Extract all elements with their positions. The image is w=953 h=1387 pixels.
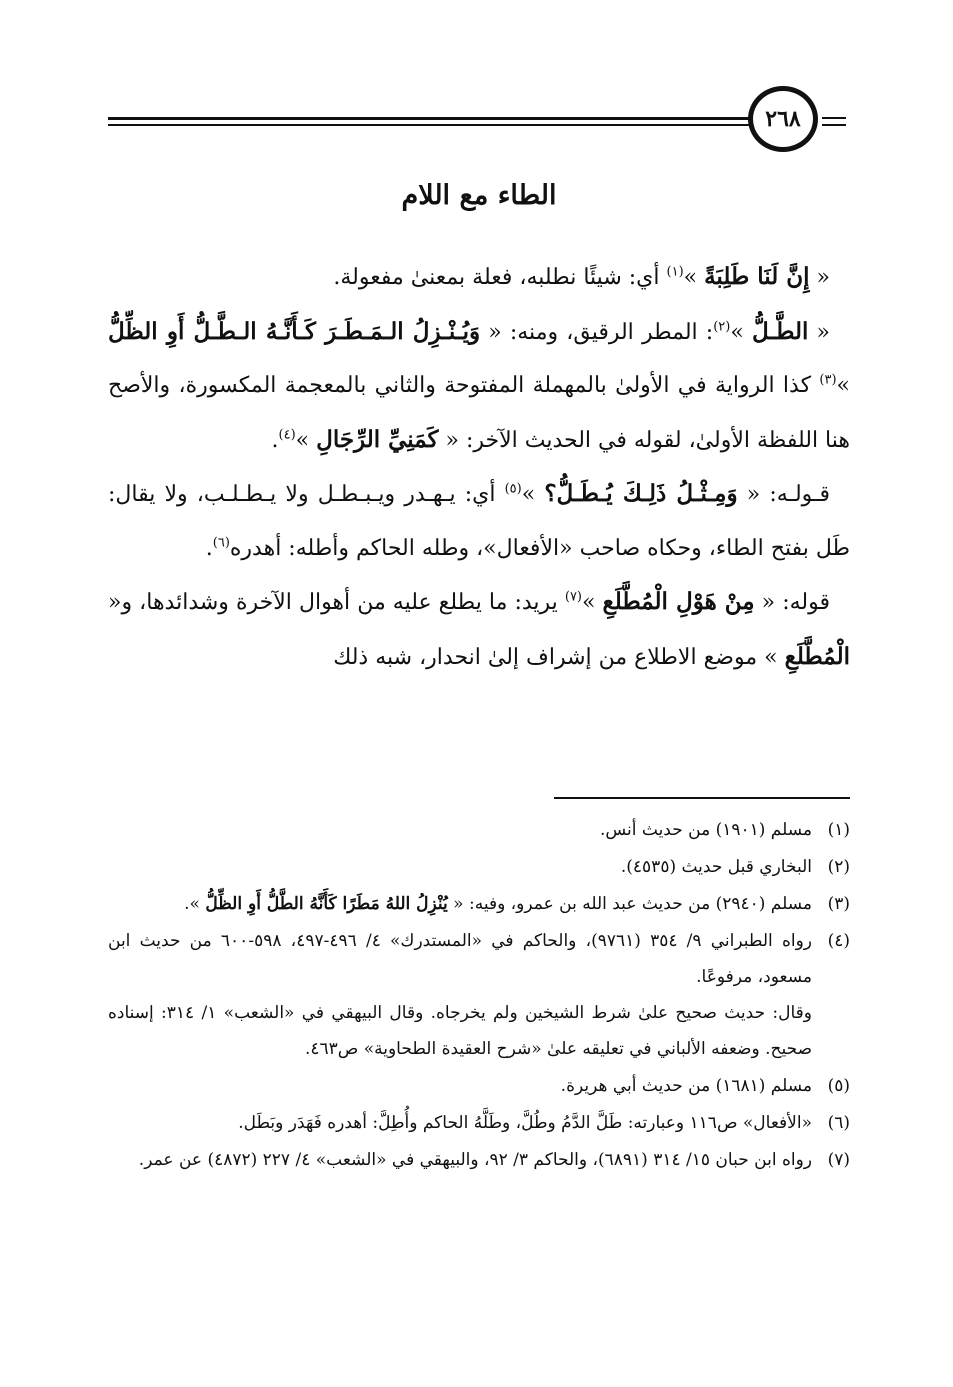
footnote-4 — [108, 923, 850, 1067]
paragraph-text: قوله: « — [754, 590, 830, 615]
footnote-number: (٤) — [827, 931, 850, 951]
paragraph-end: . — [271, 427, 279, 453]
footnote-ref[interactable]: (١) — [666, 264, 684, 280]
hadith-phrase: يُنْزِلُ اللهُ مَطَرًا كَأَنَّهُ الطَّلُّ أَوِ الظِّلُّ — [205, 894, 448, 914]
paragraph-text: قـولـه: « — [737, 482, 831, 507]
footnote-ref[interactable]: (٦) — [212, 535, 230, 551]
footnote-separator — [554, 797, 850, 799]
hadith-phrase: الطَّـلُّ — [751, 317, 809, 345]
quote-open: « — [809, 265, 830, 290]
quote-close: » — [836, 373, 850, 398]
hadith-phrase: مِنْ هَوْلِ الْمُطَّلَعِ — [602, 588, 755, 615]
footnote-number: (٥) — [827, 1076, 850, 1096]
footnote-text: رواه ابن حبان ١٥/ ٣١٤ (٦٨٩١)، والحاكم ٣/ ٩٢، والبيهقي في «الشعب» ٤/ ٢٢٧ (٤٨٧٢) عن عمر. — [138, 1150, 812, 1170]
main-text — [108, 250, 850, 684]
footnote-ref[interactable]: (٢) — [713, 319, 731, 335]
paragraph-end: . — [205, 535, 213, 561]
footnote-text: مسلم (١٦٨١) من حديث أبي هريرة. — [560, 1076, 812, 1096]
page-number: ٢٦٨ — [748, 86, 818, 152]
footnote-3 — [108, 886, 850, 922]
footnote-ref[interactable]: (٥) — [504, 481, 522, 497]
paragraph-text: يريد: ما يطلع عليه من أهوال الآخرة وشدائدها، و« — [108, 590, 565, 615]
footnote-number: (١) — [827, 820, 850, 840]
hadith-phrase: وَمِـثْـلُ ذَلِـكَ يُـطَـلُّ؟ — [544, 480, 738, 507]
footnote-number: (٣) — [827, 894, 850, 914]
header-tick-bottom — [822, 124, 846, 126]
paragraph-3 — [108, 467, 850, 575]
footnote-number: (٧) — [827, 1150, 850, 1170]
paragraph-4 — [108, 575, 850, 684]
paragraph-text: كذا الرواية في الأولىٰ بالمهملة المفتوحة والثاني بالمعجمة المكسورة، والأصح هنا اللفظة الأولىٰ، لقوله في الحديث الآخر: « — [108, 373, 850, 453]
footnote-6 — [108, 1105, 850, 1141]
hadith-phrase: كَمَنِيِّ الرِّجَالِ — [316, 425, 439, 453]
header-rule-bottom — [108, 124, 750, 126]
footnote-1 — [108, 812, 850, 848]
footnotes — [108, 812, 850, 1179]
paragraph-2 — [108, 305, 850, 468]
footnote-2 — [108, 849, 850, 885]
footnote-text: رواه الطبراني ٩/ ٣٥٤ (٩٧٦١)، والحاكم في «المستدرك» ٤/ ٤٩٦-٤٩٧، ٥٩٨-٦٠٠ من حديث ابن مسعود، مرفوعًا. — [108, 931, 812, 987]
header-tick-top — [822, 117, 846, 119]
header-rule-top — [108, 117, 750, 120]
footnote-ref[interactable]: (٣) — [819, 372, 837, 388]
paragraph-text: » موضع الاطلاع من إشراف إلىٰ انحدار، شبه ذلك — [333, 644, 785, 670]
footnote-ref[interactable]: (٤) — [278, 427, 296, 443]
quote-close: » — [521, 482, 545, 507]
footnote-7 — [108, 1142, 850, 1178]
footnote-number: (٦) — [827, 1113, 850, 1133]
quote-close: » — [582, 590, 603, 615]
footnote-text — [108, 886, 812, 922]
footnote-number: (٢) — [827, 857, 850, 877]
paragraph-text: أي: يـهـدر ويـبـطـل ولا يـطـلـب، ولا يقال: طَل بفتح الطاء، وحكاه صاحب «الأفعال»، وطله الحاكم وأطله: أهدره — [108, 482, 850, 561]
footnote-text-part: مسلم (٢٩٤٠) من حديث عبد الله بن عمرو، وفيه: « — [447, 894, 812, 914]
footnote-text-continued: وقال: حديث صحيح علىٰ شرط الشيخين ولم يخرجاه. وقال البيهقي في «الشعب» ١/ ٣١٤: إسناده صحيح. وضعفه الألباني في تعليقه علىٰ «شرح العقيدة الطحاوية» ص٤٦٣. — [108, 1003, 812, 1059]
footnote-text: البخاري قبل حديث (٤٥٣٥). — [620, 857, 812, 877]
footnote-text-end: ». — [184, 894, 206, 914]
paragraph-text: : المطر الرقيق، ومنه: « — [480, 319, 714, 345]
page-title: الطاء مع اللام — [401, 180, 557, 211]
hadith-phrase: وَيُـنْـزِلُ الـمَـطَـرَ كَـأَنَّـهُ الـطَّـلُّ أَوِ الظِّلُّ — [108, 317, 481, 345]
quote-close: » — [683, 265, 705, 290]
hadith-phrase: الْمُطَّلَعِ — [784, 642, 850, 670]
quote-close: » — [730, 319, 752, 345]
footnote-text: مسلم (١٩٠١) من حديث أنس. — [599, 820, 812, 840]
footnote-5 — [108, 1068, 850, 1104]
paragraph-1 — [108, 250, 850, 305]
footnote-text: «الأفعال» ص١١٦ وعبارته: طَلَّ الدَّمُ وطُلَّ، وطَلَّهُ الحاكم وأُطِلَّ: أهدره فَهَدَر وبَطَل. — [238, 1113, 812, 1133]
quote-open: « — [808, 319, 830, 345]
quote-close: » — [295, 427, 317, 453]
paragraph-text: أي: شيئًا نطلبه، فعلة بمعنىٰ مفعولة. — [333, 265, 667, 290]
hadith-phrase: إِنَّ لَنَا طَلِبَةً — [704, 263, 810, 290]
footnote-ref[interactable]: (٧) — [564, 589, 582, 605]
